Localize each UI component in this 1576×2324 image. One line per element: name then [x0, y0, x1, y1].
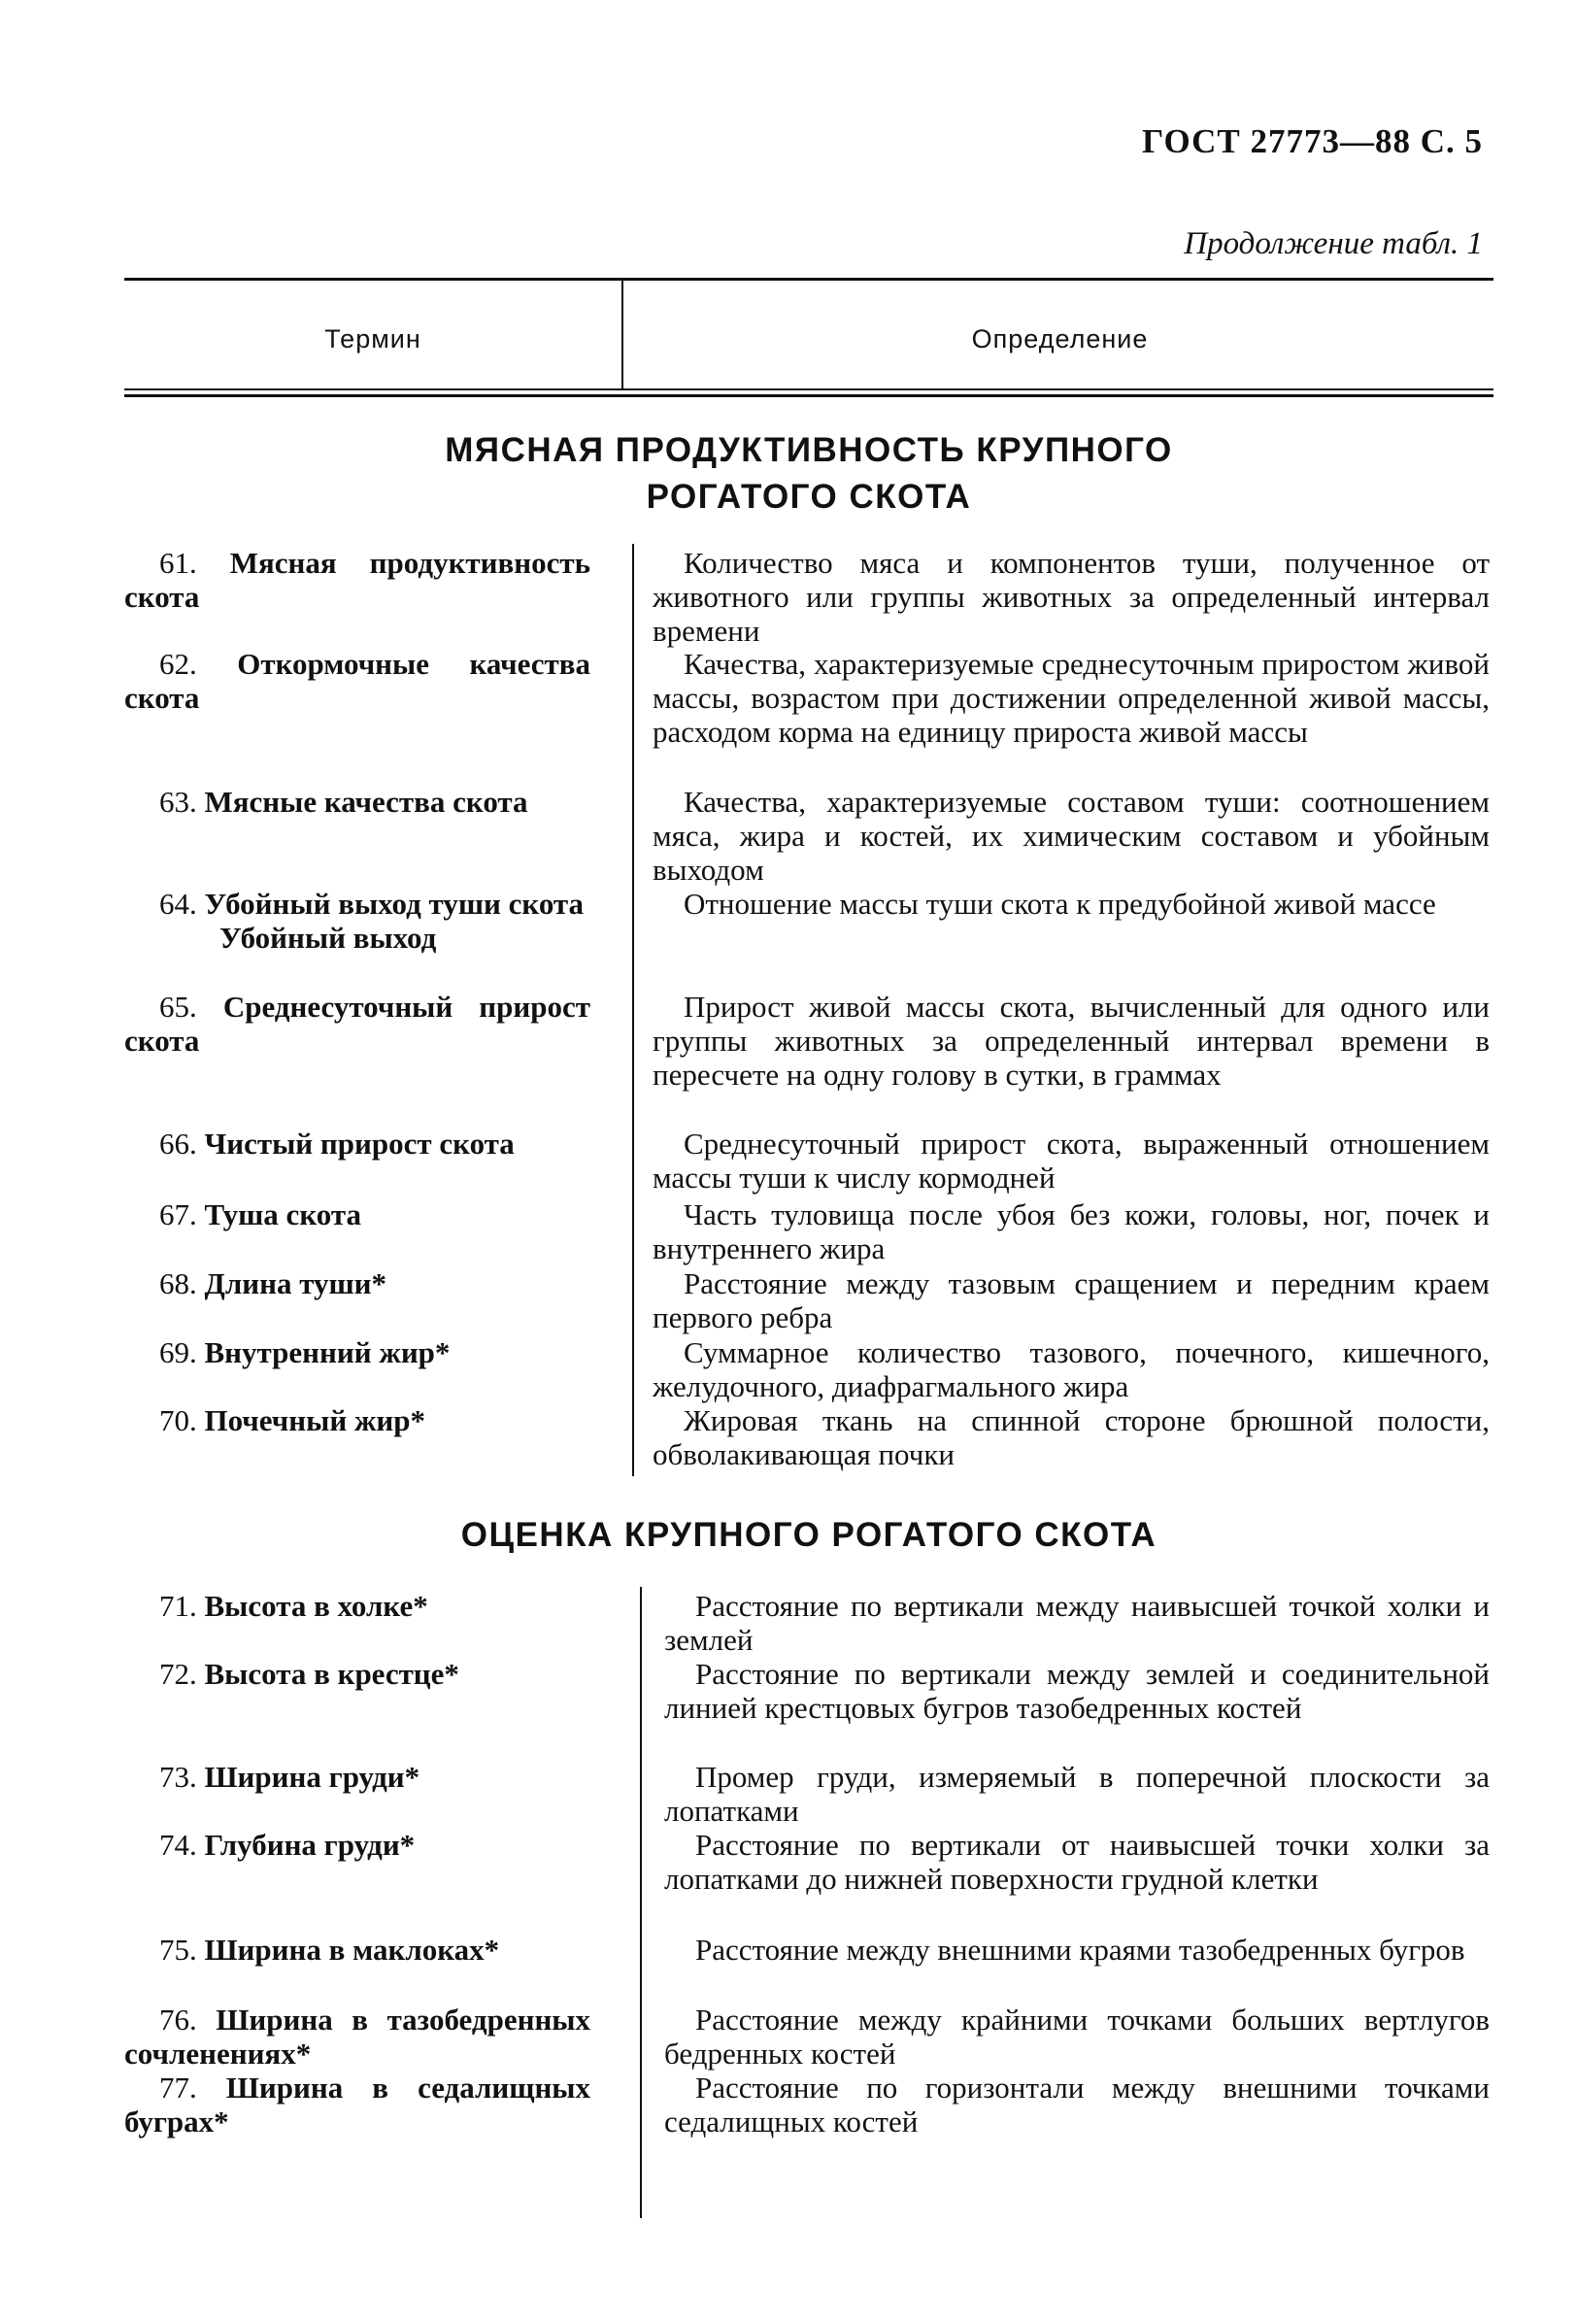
definition-66: [653, 1127, 1490, 1195]
term-text: Мясная продуктивность скота: [124, 546, 590, 614]
column-header-term: Термин: [324, 324, 421, 354]
definition-text: Количество мяса и компонентов туши, полученное от животного или группы животных за определенный интервал времени: [653, 546, 1490, 648]
definition-text: Прирост живой массы скота, вычисленный для одного или группы животных за определенный интервал времени в пересчете на одну голову в сутки, в граммах: [653, 990, 1490, 1092]
term-76: [124, 2003, 590, 2071]
column-header-definition: Определение: [971, 324, 1149, 354]
term-number: 64.: [159, 887, 197, 921]
term-number: 72.: [159, 1657, 197, 1691]
term-73: [124, 1760, 590, 1794]
term-text: Длина туши*: [204, 1266, 387, 1300]
term-62: [124, 647, 590, 715]
term-synonym: Убойный выход: [219, 921, 437, 955]
definition-text: Отношение массы туши скота к предубойной живой массе: [684, 887, 1436, 921]
definition-72: [664, 1657, 1490, 1725]
definition-73: [664, 1760, 1490, 1828]
term-text: Среднесуточный прирост скота: [124, 990, 590, 1058]
term-64: [124, 887, 590, 955]
term-71: [124, 1589, 590, 1623]
term-69: [124, 1335, 590, 1369]
definition-text: Расстояние по горизонтали между внешними точками седалищных костей: [664, 2071, 1490, 2139]
term-number: 66.: [159, 1127, 197, 1161]
term-text: Ширина в маклоках*: [204, 1933, 500, 1967]
term-text: Высота в крестце*: [204, 1657, 459, 1691]
definition-75: [664, 1933, 1490, 1967]
definition-text: Промер груди, измеряемый в поперечной плоскости за лопатками: [664, 1760, 1490, 1828]
section-title-line-2: РОГАТОГО СКОТА: [646, 478, 972, 516]
term-text: Чистый прирост скота: [204, 1127, 515, 1161]
term-61: [124, 546, 590, 614]
definition-text: Расстояние по вертикали между наивысшей точкой холки и землей: [664, 1589, 1490, 1657]
term-number: 73.: [159, 1760, 197, 1794]
definition-63: [653, 785, 1490, 887]
term-number: 69.: [159, 1335, 197, 1369]
term-number: 70.: [159, 1403, 197, 1437]
definition-76: [664, 2003, 1490, 2071]
definition-67: [653, 1197, 1490, 1265]
term-number: 75.: [159, 1933, 197, 1967]
definition-text: Жировая ткань на спинной стороне брюшной полости, обволакивающая почки: [653, 1403, 1490, 1471]
term-text: Откормочные качества скота: [124, 647, 590, 715]
term-text: Ширина груди*: [204, 1760, 420, 1794]
term-68: [124, 1266, 590, 1300]
definition-text: Суммарное количество тазового, почечного, кишечного, желудочного, диафрагмального жира: [653, 1335, 1490, 1403]
definition-text: Качества, характеризуемые составом туши: соотношением мяса, жира и костей, их химическим составом и убойным выходом: [653, 785, 1490, 887]
column-divider-section-2: [640, 1587, 642, 2218]
term-number: 77.: [159, 2071, 197, 2105]
definition-text: Расстояние между тазовым сращением и передним краем первого ребра: [653, 1266, 1490, 1334]
definition-text: Часть туловища после убоя без кожи, головы, ног, почек и внутреннего жира: [653, 1197, 1490, 1265]
term-number: 67.: [159, 1197, 197, 1231]
term-74: [124, 1828, 590, 1862]
definition-71: [664, 1589, 1490, 1657]
term-72: [124, 1657, 590, 1691]
term-text: Убойный выход туши скота: [204, 887, 585, 921]
term-text: Ширина в тазобедренных сочленениях*: [124, 2003, 591, 2071]
term-text: Ширина в седалищных буграх*: [124, 2071, 591, 2139]
definition-68: [653, 1266, 1490, 1334]
term-number: 65.: [159, 990, 197, 1024]
page-header: ГОСТ 27773—88 С. 5: [1142, 122, 1483, 160]
term-number: 62.: [159, 647, 197, 681]
term-75: [124, 1933, 590, 1967]
definition-62: [653, 647, 1490, 749]
term-63: [124, 785, 590, 819]
term-number: 71.: [159, 1589, 197, 1623]
definition-text: Расстояние по вертикали от наивысшей точки холки за лопатками до нижней поверхности грудной клетки: [664, 1828, 1490, 1896]
definition-text: Расстояние между внешними краями тазобедренных бугров: [695, 1933, 1465, 1967]
section-title-text: ОЦЕНКА КРУПНОГО РОГАТОГО СКОТА: [460, 1516, 1157, 1554]
header-bottom-rule-1: [124, 388, 1493, 390]
term-number: 63.: [159, 785, 197, 819]
term-text: Глубина груди*: [204, 1828, 416, 1862]
definition-text: Расстояние по вертикали между землей и соединительной линией крестцовых бугров тазобедренных костей: [664, 1657, 1490, 1725]
term-text: Почечный жир*: [204, 1403, 426, 1437]
column-divider-section-1: [632, 544, 634, 1476]
term-text: Внутренний жир*: [204, 1335, 451, 1369]
definition-64: [653, 887, 1490, 921]
definition-text: Качества, характеризуемые среднесуточным приростом живой массы, возрастом при достижении определенной живой массы, расходом корма на единицу прироста живой массы: [653, 647, 1490, 749]
definition-61: [653, 546, 1490, 648]
term-67: [124, 1197, 590, 1231]
section-title-cattle-evaluation: [124, 1512, 1493, 1559]
definition-77: [664, 2071, 1490, 2139]
term-number: 68.: [159, 1266, 197, 1300]
section-title-meat-productivity: [124, 427, 1493, 521]
definition-text: Среднесуточный прирост скота, выраженный отношением массы туши к числу кормодней: [653, 1127, 1490, 1195]
term-77: [124, 2071, 590, 2139]
definition-65: [653, 990, 1490, 1092]
term-number: 74.: [159, 1828, 197, 1862]
definition-69: [653, 1335, 1490, 1403]
table-top-rule: [124, 278, 1493, 281]
term-text: Мясные качества скота: [204, 785, 528, 819]
section-title-line-1: МЯСНАЯ ПРОДУКТИВНОСТЬ КРУПНОГО: [445, 431, 1173, 469]
definition-74: [664, 1828, 1490, 1896]
term-65: [124, 990, 590, 1058]
term-text: Туша скота: [204, 1197, 361, 1231]
term-number: 61.: [159, 546, 197, 580]
term-text: Высота в холке*: [204, 1589, 428, 1623]
table-continuation-note: Продолжение табл. 1: [1184, 226, 1483, 261]
term-number: 76.: [159, 2003, 197, 2037]
term-70: [124, 1403, 590, 1437]
header-bottom-rule-2: [124, 394, 1493, 397]
header-column-divider: [621, 281, 623, 389]
term-66: [124, 1127, 590, 1161]
definition-70: [653, 1403, 1490, 1471]
definition-text: Расстояние между крайними точками больших вертлугов бедренных костей: [664, 2003, 1490, 2071]
